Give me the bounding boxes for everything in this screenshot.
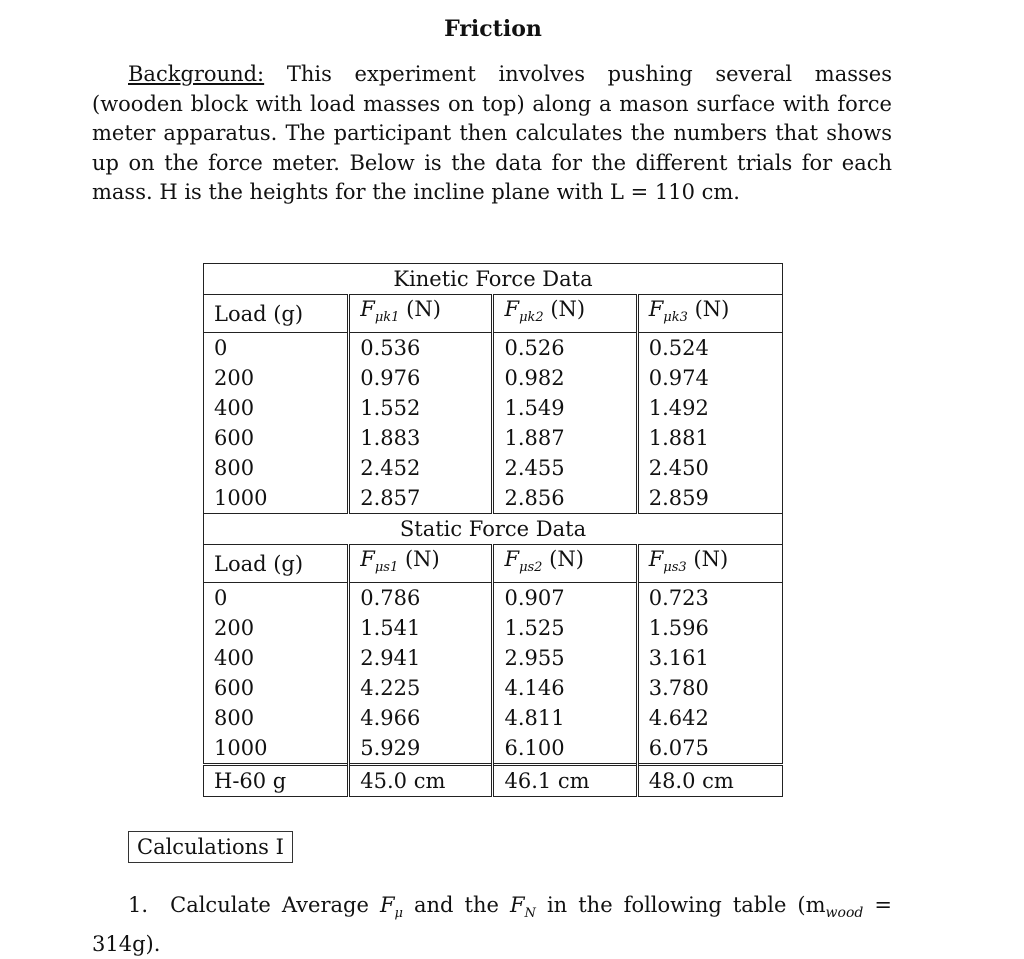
kinetic-caption: Kinetic Force Data [204,264,783,295]
kinetic-header-fk1: $F_{\mu k1}$ (N) [349,295,493,333]
question-1: 1. Calculate Average $F_\mu$ and the $F_N$ in the following table $(m_{wood} = 314g)$. [92,893,892,957]
calculations-heading: Calculations I [128,831,293,863]
kinetic-header-fk3: $F_{\mu k3}$ (N) [637,295,782,333]
background-text: This experiment involves pushing several masses (wooden block with load masses on top) along a mason surface with force meter apparatus. The participant then calculates the numbers that shows up on the force meter. Below is the data for the different trials for each mass. H is the heights for the incline plane with L = 110 cm. [92,62,892,204]
table-row: 1000 2.857 2.856 2.859 [204,483,783,514]
kinetic-header-row [204,295,783,333]
table-row: 800 4.966 4.811 4.642 [204,703,783,733]
static-header-load: Load (g) [204,545,349,583]
table-row: 0 0.786 0.907 0.723 [204,583,783,614]
page-title: Friction [444,16,542,42]
table-row: 200 0.976 0.982 0.974 [204,363,783,393]
static-header-row [204,545,783,583]
static-header-fs2: $F_{\mu s2}$ (N) [493,545,637,583]
table-row: 400 1.552 1.549 1.492 [204,393,783,423]
static-header-fs1: $F_{\mu s1}$ (N) [349,545,493,583]
table-row: 0 0.536 0.526 0.524 [204,333,783,364]
table-row: 400 2.941 2.955 3.161 [204,643,783,673]
kinetic-header-fk2: $F_{\mu k2}$ (N) [493,295,637,333]
static-header-fs3: $F_{\mu s3}$ (N) [637,545,782,583]
table-row: 800 2.452 2.455 2.450 [204,453,783,483]
static-caption: Static Force Data [204,514,783,545]
background-label: Background: [128,62,265,86]
kinetic-header-load: Load (g) [204,295,349,333]
table-row: 1000 5.929 6.100 6.075 [204,733,783,765]
table-row: 600 4.225 4.146 3.780 [204,673,783,703]
table-row: 200 1.541 1.525 1.596 [204,613,783,643]
friction-data-table [203,263,783,797]
table-row: 600 1.883 1.887 1.881 [204,423,783,453]
heights-row: H-60 g 45.0 cm 46.1 cm 48.0 cm [204,765,783,797]
background-paragraph [92,60,892,208]
